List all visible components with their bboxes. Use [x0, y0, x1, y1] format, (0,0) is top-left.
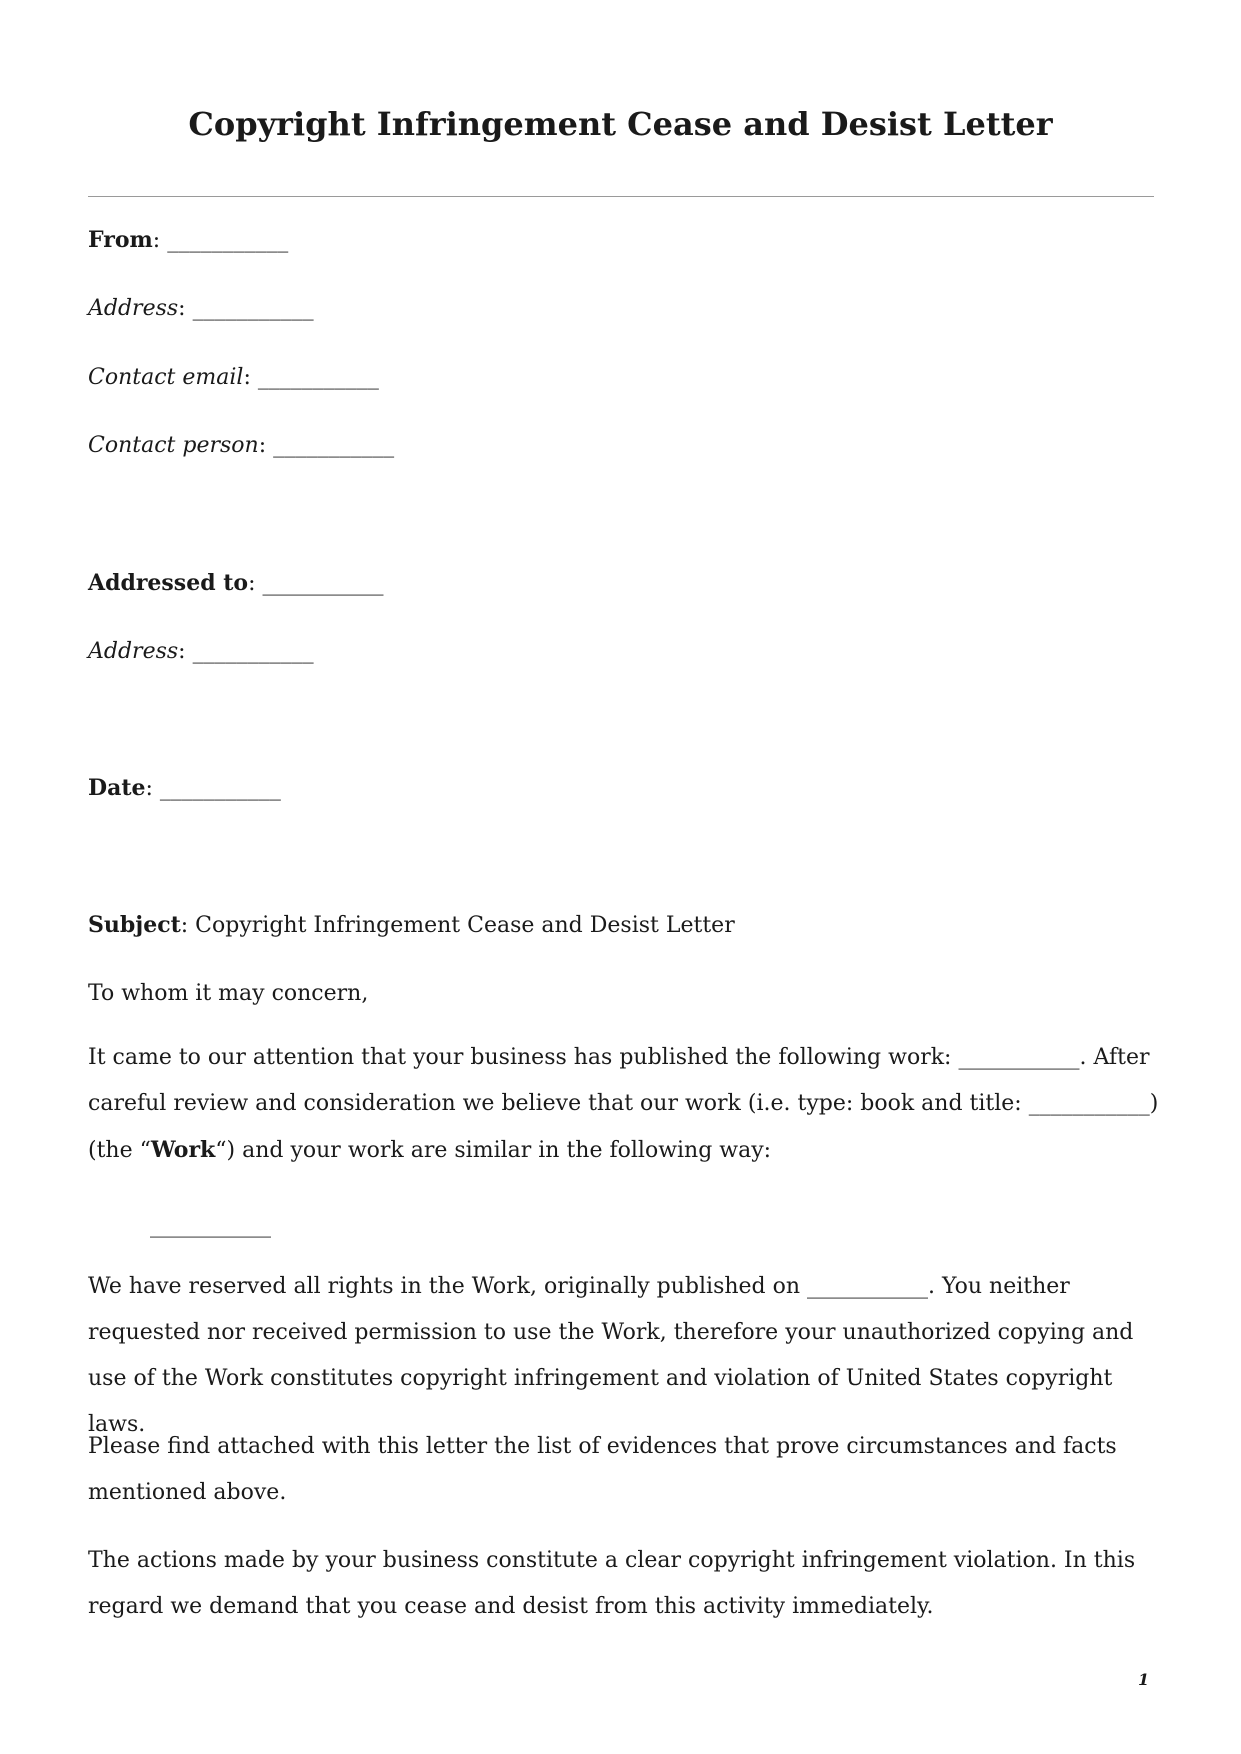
recipient-address-label: Address	[88, 639, 179, 664]
colon: :	[178, 296, 186, 321]
document-title: Copyright Infringement Cease and Desist Letter	[188, 105, 1053, 143]
addressed-to-label: Addressed to	[88, 570, 249, 596]
colon: :	[258, 433, 267, 458]
subject-line	[88, 911, 735, 940]
colon: :	[152, 228, 161, 253]
work-term: Work	[150, 1137, 216, 1163]
recipient-address-blank: ___________	[192, 639, 314, 664]
colon: :	[145, 776, 153, 801]
paragraph-published-work	[88, 1035, 1160, 1174]
date-line	[88, 774, 281, 803]
publication-date-blank: ___________	[807, 1274, 929, 1299]
from-blank: ___________	[167, 228, 289, 253]
contact-email-line	[88, 364, 379, 392]
addressed-to-line	[88, 569, 384, 598]
from-address-line	[88, 295, 314, 323]
date-label: Date	[88, 775, 146, 801]
subject-label: Subject	[88, 912, 181, 938]
contact-person-line	[88, 432, 394, 460]
contact-person-label: Contact person	[88, 433, 259, 458]
from-label: From	[88, 227, 153, 253]
p2-text-1: We have reserved all rights in the Work, originally published on	[88, 1274, 808, 1299]
similarity-blank: ___________	[150, 1213, 271, 1238]
title-divider	[88, 196, 1154, 197]
page-number: 1	[1138, 1670, 1150, 1689]
colon: :	[178, 639, 186, 664]
paragraph-evidence: Please find attached with this letter the list of evidences that prove circumstances and facts mentioned above.	[88, 1434, 1117, 1505]
recipient-address-line	[88, 638, 314, 666]
addressed-to-blank: ___________	[262, 571, 384, 596]
paragraph-demand: The actions made by your business constitute a clear copyright infringement violation. In this regard we demand that you cease and desist from this activity immediately.	[88, 1548, 1136, 1619]
date-blank: ___________	[159, 776, 281, 801]
contact-person-blank: ___________	[273, 433, 395, 458]
contact-email-label: Contact email	[88, 365, 244, 390]
from-address-blank: ___________	[192, 296, 314, 321]
salutation: To whom it may concern,	[88, 981, 369, 1006]
work-title-blank: ___________	[1028, 1091, 1150, 1116]
paragraph-rights-reserved	[88, 1264, 1160, 1448]
colon: :	[248, 571, 256, 596]
contact-email-blank: ___________	[257, 365, 379, 390]
p1-text-1: It came to our attention that your business has published the following work:	[88, 1045, 959, 1070]
p2-text-2: . You neither requested nor received permission to use the Work, therefore your unauthorized copying and use of the Work constitutes copyright infringement and violation of United States copyright laws.	[88, 1274, 1134, 1437]
from-address-label: Address	[88, 296, 179, 321]
colon: :	[243, 365, 251, 390]
from-line	[88, 226, 288, 255]
p1-text-2: . After careful review and consideration we believe that our work (i.e. type: book and title:	[88, 1045, 1150, 1116]
p1-text-4: “) and your work are similar in the following way:	[215, 1138, 772, 1163]
p1-text-3: ) (the “	[88, 1091, 1159, 1163]
published-work-blank: ___________	[958, 1045, 1080, 1070]
subject-text: : Copyright Infringement Cease and Desist Letter	[180, 913, 735, 938]
